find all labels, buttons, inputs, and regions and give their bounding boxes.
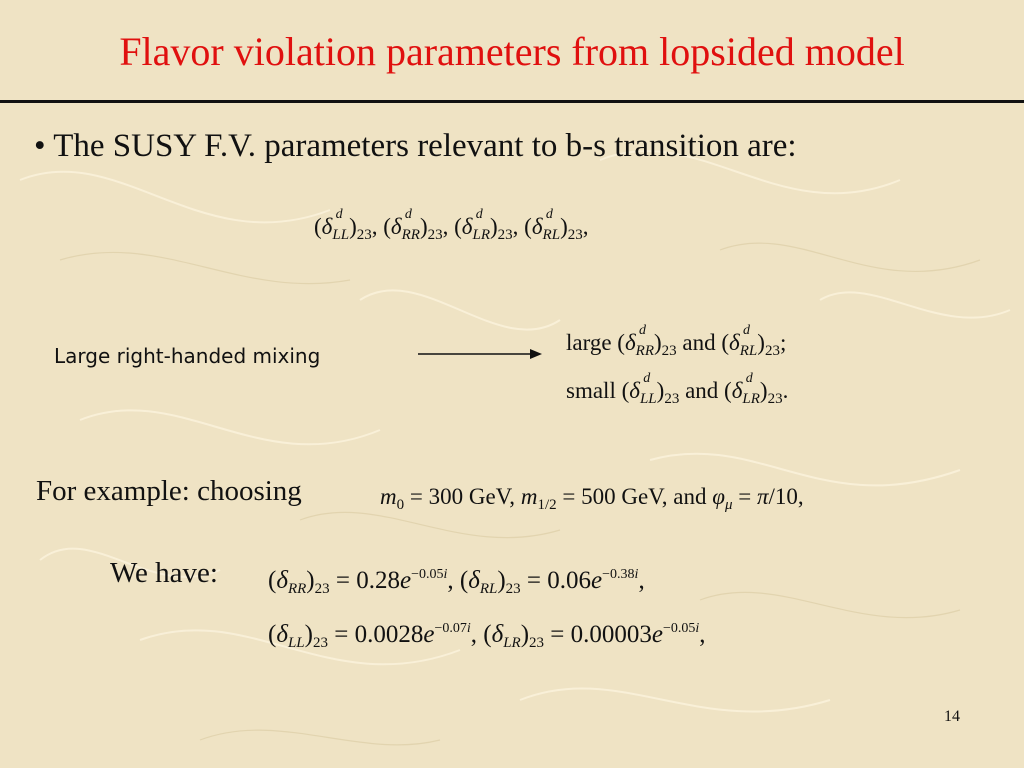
title-divider	[0, 100, 1024, 103]
page-number: 14	[944, 708, 960, 725]
small-line: small (δ d $_{LL})_{23}$ and (δ d $_{LR})_{23}$.	[566, 371, 789, 407]
result-line-2: $(\delta_{LL})_{23} = 0.0028e^{-0.07i}$, $(\delta_{LR})_{23} = 0.00003e^{-0.05i}$,	[268, 621, 706, 651]
we-have-label: We have:	[110, 557, 218, 589]
example-equation: $m_0 = 300$ GeV, $m_{1/2} = 500$ GeV, and $\varphi_\mu = \pi/10$,	[380, 484, 804, 513]
right-arrow-icon	[418, 346, 546, 362]
example-label: For example: choosing	[36, 475, 302, 507]
large-line: large (δ d $_{RR})_{23}$ and (δ d $_{RL})_{23}$;	[566, 323, 787, 359]
bullet-text: • The SUSY F.V. parameters relevant to b-s transition are:	[34, 128, 797, 164]
slide-title: Flavor violation parameters from lopsided model	[119, 29, 905, 74]
result-line-1: $(\delta_{RR})_{23} = 0.28e^{-0.05i}$, $(\delta_{RL})_{23} = 0.06e^{-0.38i}$,	[268, 567, 645, 597]
parameters-equation: (δ d $_{LL})_{23}$, (δ d $_{RR})_{23}$, (δ d $_{LR})_{23}$, (δ d $_{RL})_{23}$,	[314, 207, 589, 243]
mixing-label: Large right-handed mixing	[54, 344, 321, 368]
